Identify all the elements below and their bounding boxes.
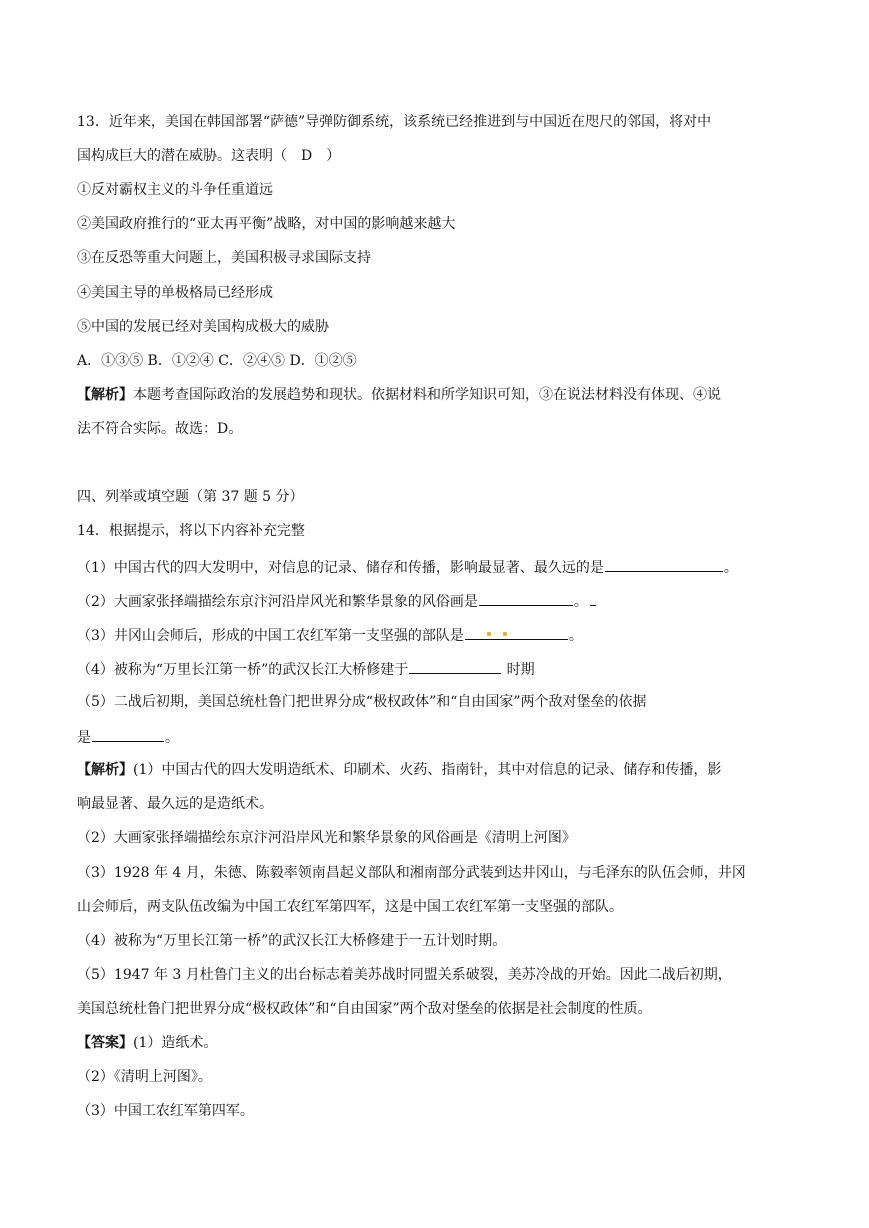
- q14-blank-line-3: [77, 624, 583, 646]
- q13-analysis-text: 本题考查国际政治的发展趋势和现状。依据材料和所学知识可知，③在说法材料没有体现、④说: [133, 387, 721, 403]
- q13-item-1: ①反对霸权主义的斗争任重道远: [77, 182, 273, 198]
- analysis-text: (1）中国古代的四大发明造纸术、印刷术、火药、指南针，其中对信息的记录、储存和传播，影: [133, 762, 722, 778]
- q14-analysis-p2: （2）大画家张择端描绘东京汴河沿岸风光和繁华景象的风俗画是《清明上河图》: [77, 830, 576, 846]
- highlight-mark: [503, 632, 507, 636]
- q13-item-4: ④美国主导的单极格局已经形成: [77, 285, 273, 301]
- blank-3-prompt: （3）井冈山会师后，形成的中国工农红军第一支坚强的部队是: [77, 628, 464, 644]
- answer-2: （2）《清明上河图》。: [77, 1069, 212, 1085]
- q14-blank-line-5a: （5）二战后初期，美国总统杜鲁门把世界分成“极权政体”和“自由国家”两个敌对堡垒的依据: [77, 694, 647, 710]
- q14-analysis-p3-line1: （3）1928 年 4 月，朱德、陈毅率领南昌起义部队和湘南部分武装到达井冈山，与毛泽东的队伍会师，井冈: [77, 865, 746, 881]
- blank-2-end: 。: [573, 594, 588, 610]
- q13-item-5: ⑤中国的发展已经对美国构成极大的威胁: [77, 319, 329, 335]
- q13-item-2: ②美国政府推行的“亚太再平衡”战略，对中国的影响越来越大: [77, 216, 456, 232]
- blank-1-prompt: （1）中国古代的四大发明中，对信息的记录、储存和传播，影响最显著、最久远的是: [77, 560, 604, 576]
- answer-3: （3）中国工农红军第四军。: [77, 1103, 254, 1119]
- analysis-tag: 【解析】: [77, 762, 133, 778]
- answer-blank-4[interactable]: [409, 658, 501, 674]
- blank-3-end: 。: [568, 628, 583, 644]
- blank-5-end: 。: [165, 730, 179, 746]
- q14-analysis-p5-line1: （5）1947 年 3 月杜鲁门主义的出台标志着美苏战时同盟关系破裂，美苏冷战的开始。因此二战后初期，: [77, 967, 732, 983]
- q14-blank-line-4: [77, 658, 535, 680]
- q14-stem: 14．根据提示，将以下内容补充完整: [77, 523, 305, 539]
- answer-blank-1[interactable]: [605, 556, 723, 572]
- q13-options: A．①③⑤ B．①②④ C．②④⑤ D．①②⑤: [77, 353, 357, 369]
- answer-blank-2[interactable]: [479, 590, 573, 606]
- q14-analysis-p3-line2: 山会师后，两支队伍改编为中国工农红军第四军，这是中国工农红军第一支坚强的部队。: [77, 899, 623, 915]
- q14-blank-line-1: [77, 556, 738, 578]
- answer-tag: 【答案】: [77, 1035, 133, 1051]
- q14-blank-line-5b: [77, 726, 179, 748]
- q13-stem-line1: 13．近年来，美国在韩国部署“萨德”导弹防御系统，该系统已经推进到与中国近在咫尺的邻国，将对中: [77, 114, 712, 130]
- analysis-tag: 【解析】: [77, 387, 133, 403]
- q14-analysis-p5-line2: 美国总统杜鲁门把世界分成“极权政体”和“自由国家”两个敌对堡垒的依据是社会制度的性质。: [77, 1001, 652, 1017]
- answer-line1: [77, 1033, 217, 1053]
- blank-5-prompt: 是: [77, 730, 91, 746]
- blank-1-end: 。: [723, 560, 738, 576]
- q14-analysis-line1: [77, 760, 721, 780]
- highlight-mark: [487, 632, 491, 636]
- answer-blank-5[interactable]: [92, 726, 164, 742]
- q14-blank-line-2: [77, 590, 596, 612]
- blank-4-end: 时期: [502, 662, 535, 678]
- section-title: 四、列举或填空题（第 37 题 5 分）: [77, 489, 304, 505]
- blank-4-prompt: （4）被称为“万里长江第一桥”的武汉长江大桥修建于: [77, 662, 409, 678]
- answer-blank-3[interactable]: [465, 624, 568, 640]
- q13-stem-line2: 国构成巨大的潜在威胁。这表明（ D ）: [77, 148, 341, 164]
- blank-2-prompt: （2）大画家张择端描绘东京汴河沿岸风光和繁华景象的风俗画是: [77, 594, 478, 610]
- stray-underline: [590, 590, 596, 606]
- answer-1: (1）造纸术。: [133, 1035, 218, 1051]
- q13-item-3: ③在反恐等重大问题上，美国积极寻求国际支持: [77, 250, 371, 266]
- q13-analysis-line2: 法不符合实际。故选：D。: [77, 421, 243, 437]
- q14-analysis-p4: （4）被称为“万里长江第一桥”的武汉长江大桥修建于一五计划时期。: [77, 933, 507, 949]
- q14-analysis-line2: 响最显著、最久远的是造纸术。: [77, 796, 273, 812]
- q13-analysis-line1: [77, 385, 721, 405]
